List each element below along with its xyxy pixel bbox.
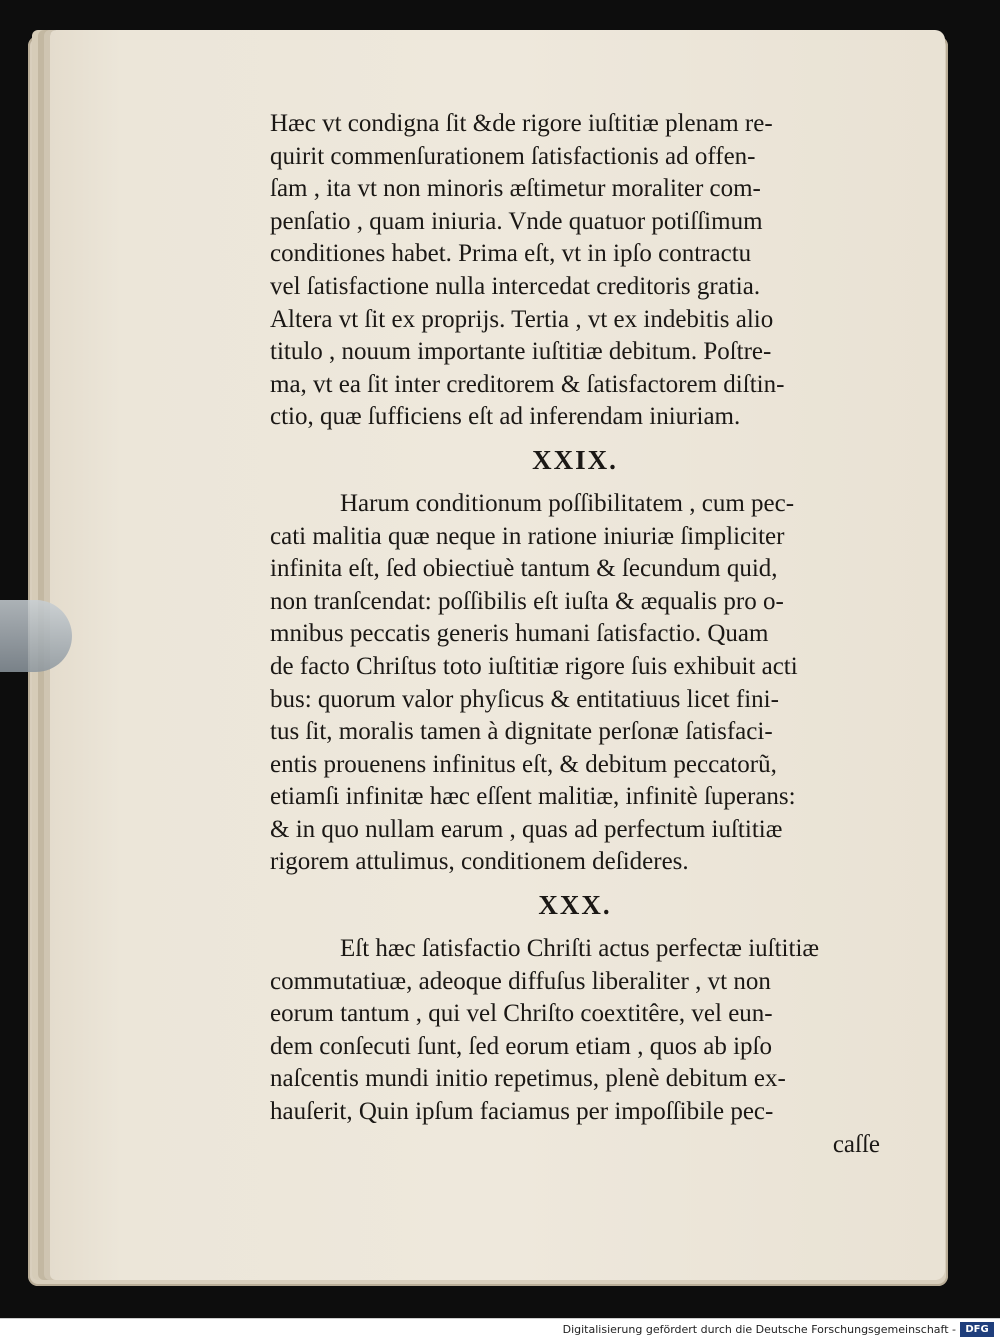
text-line: Hæc vt condigna ſit &de rigore iuſtitiæ plenam re-	[270, 110, 773, 137]
text-line: mnibus peccatis generis humani ſatisfactio. Quam	[270, 620, 769, 648]
text-line: Altera vt ſit ex proprijs. Tertia , vt ex indebitis alio	[270, 305, 774, 333]
section-heading-xxx: XXX.	[538, 890, 612, 921]
text-line: ma, vt ea ſit inter creditorem & ſatisfactorem diſtin-	[270, 370, 785, 398]
text-line: ctio, quæ ſufficiens eſt ad inferendam iniuriam.	[270, 403, 741, 431]
page-clip	[0, 600, 72, 672]
text-line: infinita eſt, ſed obiectiuè tantum & ſecundum quid,	[270, 555, 778, 583]
text-line: naſcentis mundi initio repetimus, plenè debitum ex-	[270, 1065, 786, 1093]
text-line: ſam , ita vt non minoris æſtimetur moraliter com-	[270, 175, 761, 203]
text-line: vel ſatisfactione nulla intercedat creditoris gratia.	[270, 272, 761, 300]
text-line: eorum tantum , qui vel Chriſto coextitêre, vel eun-	[270, 1000, 773, 1028]
text-line: Eſt hæc ſatisfactio Chriſti actus perfectæ iuſtitiæ	[340, 935, 820, 963]
text-line: Harum conditionum poſſibilitatem , cum pec-	[340, 489, 795, 517]
text-line: hauſerit, Quin ipſum faciamus per impoſſibile pec-	[270, 1098, 774, 1126]
text-line: non tranſcendat: poſſibilis eſt iuſta & æqualis pro o-	[270, 587, 784, 615]
page-text	[270, 108, 880, 1161]
text-line: quirit commenſurationem ſatisfactionis ad offen-	[270, 142, 756, 170]
text-line: conditiones habet. Prima eſt, vt in ipſo contractu	[270, 240, 752, 268]
text-line: commutatiuæ, adeoque diffuſus liberaliter , vt non	[270, 967, 771, 995]
catchword: caſſe	[832, 1130, 880, 1158]
text-line: bus: quorum valor phyſicus & entitatiuus licet fini-	[270, 685, 779, 713]
text-line: etiamſi infinitæ hæc eſſent malitiæ, infinitè ſuperans:	[270, 783, 796, 811]
digitization-footer	[0, 1318, 1000, 1341]
text-line: de facto Chriſtus toto iuſtitiæ rigore ſuis exhibuit acti	[270, 652, 798, 680]
text-line: rigorem attulimus, conditionem deſideres.	[270, 848, 689, 876]
funding-notice: Digitalisierung gefördert durch die Deutsche Forschungsgemeinschaft -	[562, 1323, 956, 1336]
dfg-logo: DFG	[960, 1322, 994, 1337]
text-line: tus ſit, moralis tamen à dignitate perſonæ ſatisfaci-	[270, 718, 773, 746]
text-line: penſatio , quam iniuria. Vnde quatuor potiſſimum	[270, 207, 763, 235]
text-line: entis prouenens infinitus eſt, & debitum peccatorũ,	[270, 750, 777, 778]
text-line: cati malitia quæ neque in ratione iniuriæ ſimpliciter	[270, 522, 785, 550]
section-heading-xxix: XXIX.	[532, 444, 618, 475]
text-line: & in quo nullam earum , quas ad perfectum iuſtitiæ	[270, 815, 783, 843]
text-line: dem conſecuti ſunt, ſed eorum etiam , quos ab ipſo	[270, 1032, 772, 1060]
text-line: titulo , nouum importante iuſtitiæ debitum. Poſtre-	[270, 338, 772, 366]
